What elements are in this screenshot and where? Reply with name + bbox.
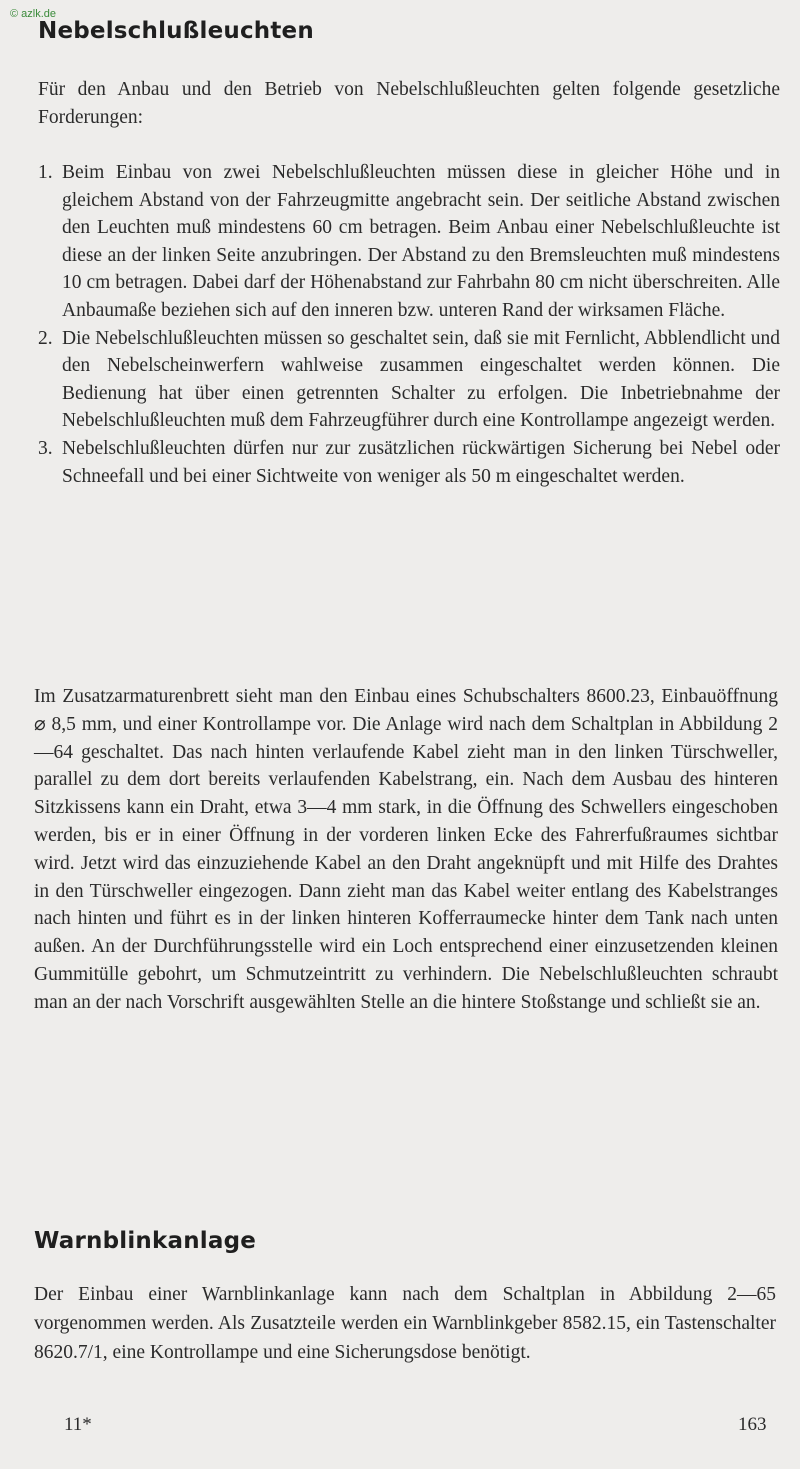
list-item-text: Beim Einbau von zwei Nebelschlußleuchten müssen diese in gleicher Höhe und in gleichem Abstand von der Fahrzeugmitte angebracht sein. Der seitliche Abstand zwischen den Leuchten muß mindestens 60 cm betragen. Beim Anbau einer Nebelschlußleuchte ist diese an der linken Seite anzubringen. Der Abstand zu den Bremsleuchten muß mindestens 10 cm betragen. Dabei darf der Höhenabstand zur Fahrbahn 80 cm nicht überschreiten. Alle Anbaumaße beziehen sich auf den inneren bzw. unteren Rand der wirksamen Fläche. xyxy=(62,162,780,321)
page-number: 163 xyxy=(738,1414,767,1435)
watermark: © azlk.de xyxy=(10,8,57,20)
list-item xyxy=(36,159,780,325)
list-item xyxy=(36,435,780,490)
list-item-number: 2. xyxy=(38,327,53,349)
warnblink-paragraph: Der Einbau einer Warnblinkanlage kann nach dem Schaltplan in Abbildung 2—65 vorgenommen werden. Als Zusatzteile werden ein Warnblinkgeber 8582.15, ein Tastenschalter 8620.7/1, eine Kontrollampe und eine Sicherungsdose benötigt. xyxy=(34,1284,776,1363)
list-item-number: 1. xyxy=(38,162,53,183)
list-item-text: Nebelschlußleuchten dürfen nur zur zusätzlichen rückwärtigen Sicherung bei Nebel oder Schneefall und bei einer Sichtweite von weniger als 50 m eingeschaltet werden. xyxy=(62,437,780,487)
section-heading-warnblinkanlage: Warnblinkanlage xyxy=(34,1228,257,1254)
list-item-text: Die Nebelschlußleuchten müssen so geschaltet sein, daß sie mit Fernlicht, Abblendlicht und den Nebelscheinwerfern wahlweise zusammen eingeschaltet werden können. Die Bedienung hat über einen getrennten Schalter zu erfolgen. Die Inbetriebnahme der Nebelschlußleuchten muß dem Fahrzeugführer durch eine Kontrollampe angezeigt werden. xyxy=(62,327,780,432)
signature-mark: 11* xyxy=(64,1414,92,1435)
section-heading-nebelschlussleuchten: Nebelschlußleuchten xyxy=(38,18,314,44)
list-item xyxy=(36,325,780,435)
installation-paragraph: Im Zusatzarmaturenbrett sieht man den Einbau eines Schubschalters 8600.23, Einbauöffnung ⌀ 8,5 mm, und einer Kontrollampe vor. Die Anlage wird nach dem Schaltplan in Abbildung 2—64 geschaltet. Das nach hinten verlaufende Kabel zieht man in den linken Türschweller, parallel zu dem dort bereits verlaufenden Kabelstrang, ein. Nach dem Ausbau des hinteren Sitzkissens kann ein Draht, etwa 3—4 mm stark, in die Öffnung des Schwellers eingeschoben werden, bis er in einer Öffnung in der vorderen linken Ecke des Fahrerfußraumes sichtbar wird. Jetzt wird das einzuziehende Kabel an den Draht angeknüpft und mit Hilfe des Drahtes in den Türschweller eingezogen. Dann zieht man das Kabel weiter entlang des Kabelstranges nach hinten und führt es in der linken hinteren Kofferraumecke hinter dem Tank nach unten außen. An der Durchführungsstelle wird ein Loch entsprechend einer einzusetzenden kleinen Gummitülle gebohrt, um Schmutzeintritt zu verhindern. Die Nebelschlußleuchten schraubt man an der nach Vorschrift ausgewählten Stelle an die hintere Stoßstange und schließt sie an. xyxy=(34,686,778,1013)
list-item-number: 3. xyxy=(38,437,53,459)
requirements-list xyxy=(36,159,780,490)
intro-paragraph: Für den Anbau und den Betrieb von Nebelschlußleuchten gelten folgende gesetzliche Forderungen: xyxy=(38,79,780,128)
